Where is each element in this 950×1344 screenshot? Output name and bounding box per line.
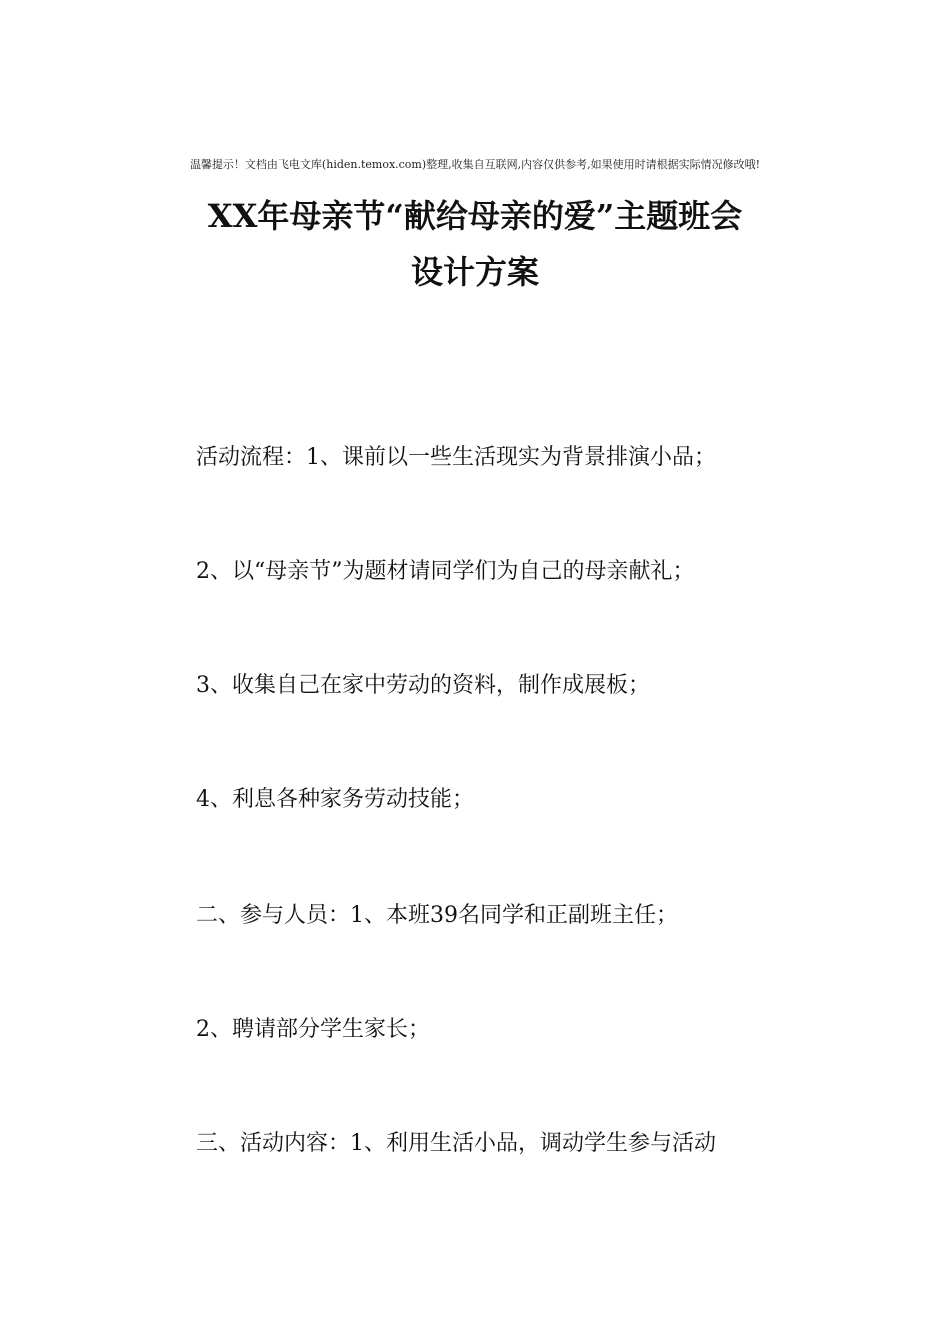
paragraph-step-2: 2、以“母亲节”为题材请同学们为自己的母亲献礼； <box>196 559 695 584</box>
paragraph-activity-content: 三、活动内容：1、利用生活小品，调动学生参与活动 <box>196 1131 716 1156</box>
paragraph-activity-flow: 活动流程：1、课前以一些生活现实为背景排演小品； <box>196 445 716 470</box>
paragraph-step-4: 4、利息各种家务劳动技能； <box>196 787 474 812</box>
paragraph-participants: 二、参与人员：1、本班39名同学和正副班主任； <box>196 903 678 928</box>
document-title-line-2: 设计方案 <box>410 253 539 291</box>
document-title-line-1: XX年母亲节“献给母亲的爱”主题班会 <box>207 197 743 235</box>
download-notice: 温馨提示！文档由飞电文库(hiden.temox.com)整理,收集自互联网,内容仅供参考,如果使用时请根据实际情况修改哦! <box>189 158 761 171</box>
paragraph-step-3: 3、收集自己在家中劳动的资料，制作成展板； <box>196 673 650 698</box>
paragraph-parents: 2、聘请部分学生家长； <box>196 1017 430 1042</box>
